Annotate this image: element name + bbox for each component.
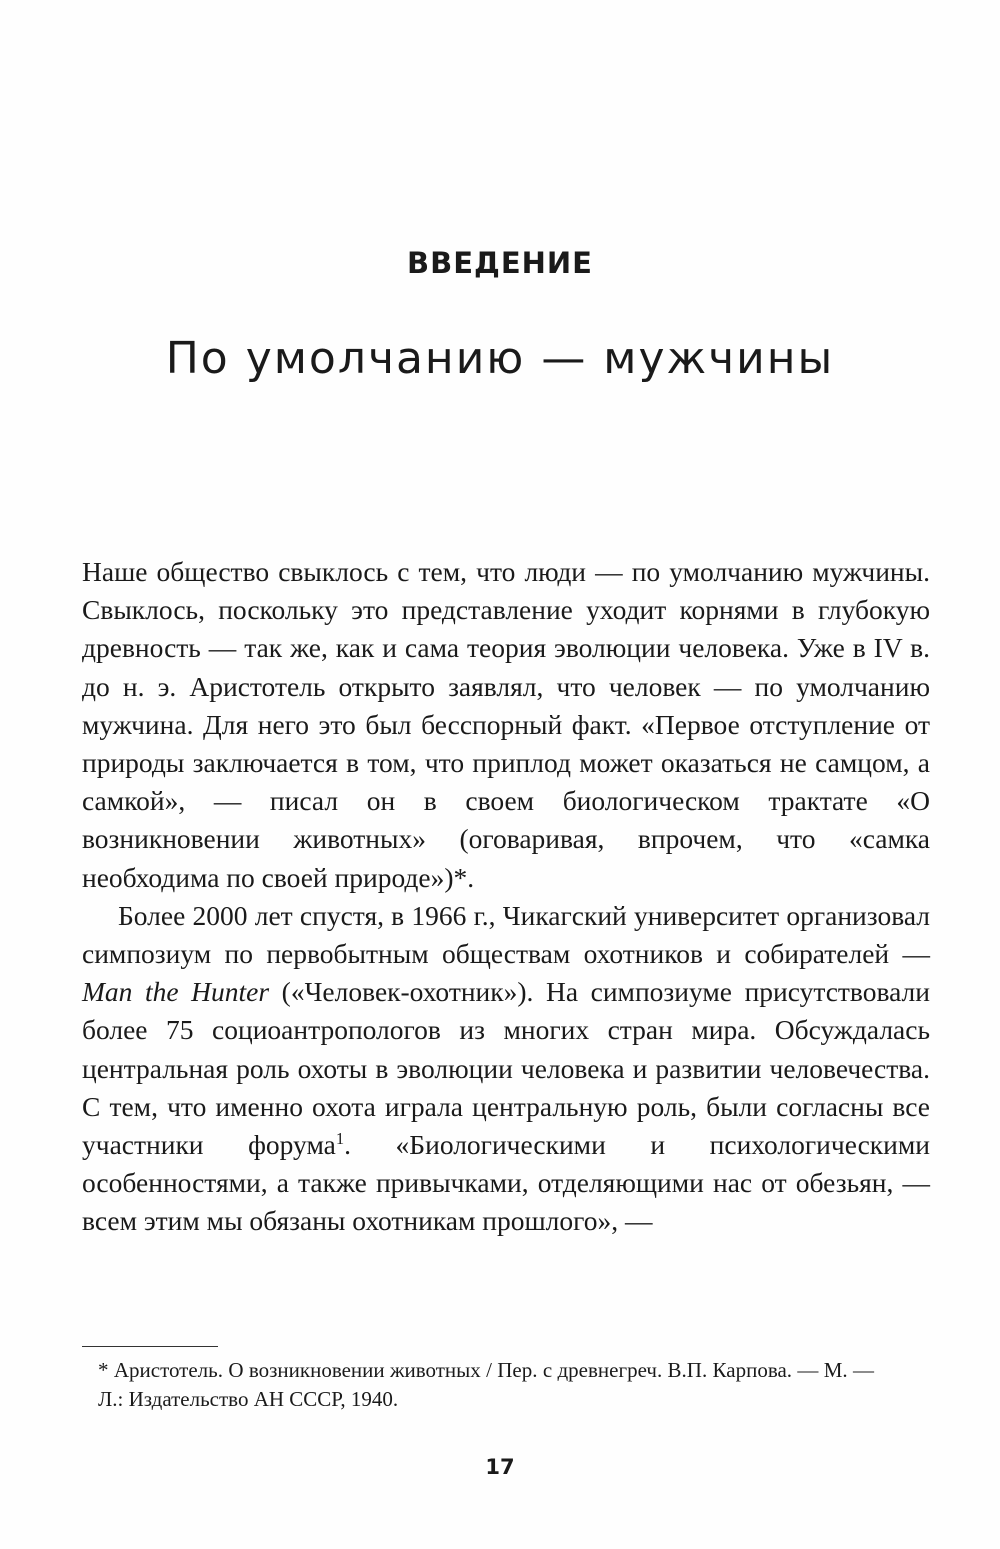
paragraph-2-part-1: Более 2000 лет спустя, в 1966 г., Чикагский университет организовал симпозиум по первобытным обществам охотников и собирателей — <box>82 899 930 970</box>
paragraph-2-italic-title: Man the Hunter <box>82 976 270 1008</box>
section-label: ВВЕДЕНИЕ <box>406 246 593 280</box>
paragraph-1: Наше общество свыклось с тем, что люди — по умолчанию мужчины. Свыклось, поскольку это представление уходит корнями в глубокую древность — так же, как и сама теория эволюции человека. Уже в IV в. до н. э. Аристотель открыто заявлял, что человек — по умолчанию мужчина. Для него это был бесспорный факт. «Первое отступление от природы заключается в том, что приплод может оказаться не самцом, а самкой», — писал он в своем биологическом трактате «О возникновении животных» (оговаривая, впрочем, что «самка необходима по своей природе»)*. <box>82 556 930 893</box>
footnote: * Аристотель. О возникновении животных / Пер. с древнегреч. В.П. Карпова. — М. — Л.: Издательство АН СССР, 1940. <box>98 1358 874 1411</box>
paragraph-2-part-2: («Человек-охотник»). На симпозиуме присутствовали более 75 социоантропологов из многих стран мира. Обсуждалась центральная роль охоты в эволюции человека и развитии человечества. С тем, что именно охота играла центральную роль, были согласны все участники форума <box>82 976 930 1161</box>
footnote-divider <box>82 1346 218 1347</box>
paragraph-2 <box>82 897 930 1241</box>
page-number: 17 <box>485 1455 515 1479</box>
chapter-title: По умолчанию — мужчины <box>165 333 835 384</box>
body-text <box>82 553 930 1241</box>
footnote-reference: 1 <box>335 1129 345 1149</box>
paragraph-2-part-3: . «Биологическими и психологическими особенностями, а также привычками, отделяющими нас от обезьян, — всем этим мы обязаны охотникам прошлого», — <box>82 1129 930 1237</box>
